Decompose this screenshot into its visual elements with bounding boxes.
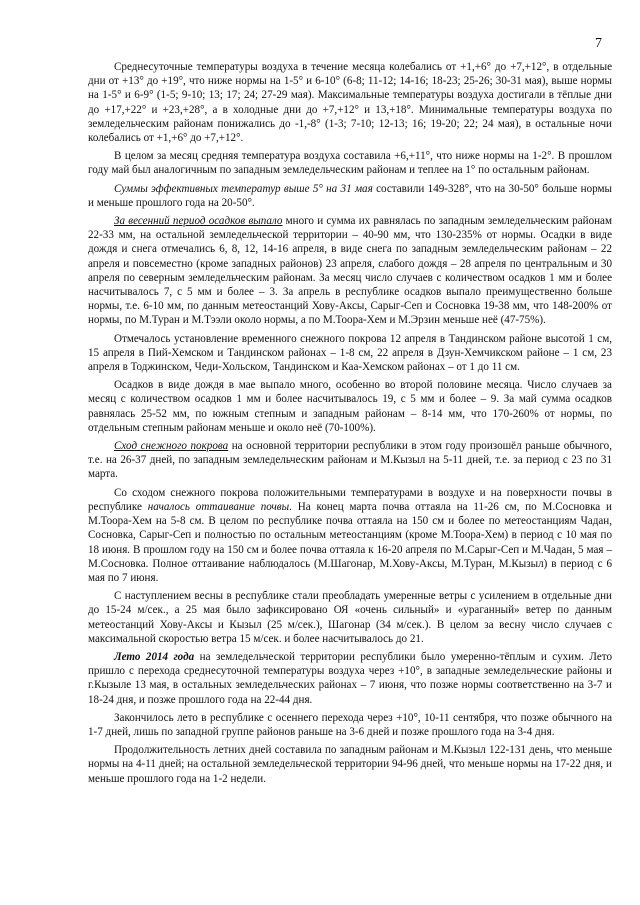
text-run: Отмечалось установление временного снежного покрова 12 апреля в Тандинском районе высотой 1 см, 15 апреля в Пий-Хемском и Тандинском районах – 1-8 см, 22 апреля в Дзун-Хемчикском районе – 1 см, 23 апреля в Тоджинском, Чеди-Хольском, Тандинском и Каа-Хемском районах – от 1 до 11 см. <box>88 332 612 374</box>
text-run: Среднесуточные температуры воздуха в течение месяца колебались от +1,+6° до +7,+12°, в отдельные дни от +13° до +19°, что ниже нормы на 1-5° и 6-10° (6-8; 11-12; 14-16; 18-23; 25-26; 30-31 мая), выше нормы на 1-5° и 6-9° (1-5; 9-10; 13; 17; 24; 27-29 мая). Максимальные температуры воздуха достигали в тёплые дни до +17,+22° и +23,+28°, а в холодные дни до +7,+12° и 13,+18°. Минимальные температуры воздуха по земледельческим районам понижались до -1,-8° (1-3; 7-10; 12-13; 16; 19-20; 22; 24 мая), в остальные ночи колебались от +1,+6° до +7,+12°. <box>88 61 612 145</box>
text-run: на земледельческой территории республики было умеренно-тёплым и сухим. Лето пришло с перехода среднесуточной температуры воздуха через +10°, в западные земледельческие районы и г.Кызыле 13 мая, в остальных земледельческих районах – 7 июня, что позже нормы соответственно на 3-7 и 18-24 дня, и позже прошлого года на 22-44 дня. <box>88 650 613 706</box>
document-body <box>88 60 612 790</box>
emphasized-text: За весенний период осадков выпало <box>114 215 283 228</box>
emphasized-text: Лето 2014 года <box>114 650 195 663</box>
paragraph <box>88 743 612 786</box>
paragraph <box>88 711 612 739</box>
text-run: Продолжительность летних дней составила по западным районам и М.Кызыл 122-131 день, что меньше нормы на 4-11 дней; на остальной земледельческой территории 94-96 дней, что меньше нормы на 17-22 дня, и меньше прошлого года на 1-2 недели. <box>88 744 612 785</box>
paragraph <box>88 60 612 145</box>
text-run: . На конец марта почва оттаяла на 11-26 см, по М.Сосновка и М.Тоора-Хем на 5-8 см. В целом по республике почва оттаяла на 150 см и более по метеостанциям Чадан, Сосновка, Сарыг-Сеп и полностью по остальным метеостанциям (кроме М.Тоора-Хем) в период с 10 мая по 18 июня. В прошлом году на 150 см и более почва оттаяла к 16-20 апреля по М.Сарыг-Сеп и М.Чадан, 5 мая – М.Сосновка. Полное оттаивание наблюдалось (М.Шагонар, М.Хову-Аксы, М.Туран, М.Кызыл) в период с 6 мая по 7 июня. <box>88 500 612 584</box>
text-run: составили 149-328°, что на 30-50° больше нормы и меньше прошлого года на 20-50°. <box>88 182 612 209</box>
paragraph <box>88 332 612 375</box>
paragraph <box>88 650 612 707</box>
text-run: С наступлением весны в республике стали преобладать умеренные ветры с усилением в отдельные дни до 15-24 м/сек., а 25 мая было зафиксировано ОЯ «очень сильный» и «ураганный» ветер по данным метеостанций Хову-Аксы и Кызыл (25 м/сек.), Шагонар (34 м/сек.). В целом за весну число случаев с максимальной скоростью ветра 15 м/сек. и более насчитывалось до 21. <box>88 590 612 645</box>
paragraph <box>88 378 612 435</box>
emphasized-text: Сход снежного покрова <box>114 440 229 453</box>
emphasized-text: началось оттаивание почвы <box>147 500 290 513</box>
paragraph <box>88 589 612 646</box>
text-run: Со сходом снежного покрова положительными температурами в воздухе и на поверхности почвы в республике <box>88 486 612 513</box>
page-number: 7 <box>595 36 602 51</box>
emphasized-text: Суммы эффективных температур выше 5° на 31 мая <box>114 182 373 195</box>
text-run: Закончилось лето в республике с осеннего перехода через +10°, 10-11 сентября, что позже обычного на 1-7 дней, лишь по западной группе районов раньше на 3-6 дней и позже прошлого года на 3-4 дня. <box>88 711 612 738</box>
text-run: на основной территории республики в этом году произошёл раньше обычного, т.е. на 26-37 дней, по западным земледельческим районам и М.Кызыл на 5-11 дней, т.е. за период с 23 по 31 марта. <box>88 440 613 481</box>
paragraph <box>88 439 612 482</box>
paragraph <box>88 149 612 177</box>
text-run: В целом за месяц средняя температура воздуха составила +6,+11°, что ниже нормы на 1-2°. В прошлом году май был аналогичным по западным земледельческим районам и теплее на 1° по остальным районам. <box>88 150 612 177</box>
text-run: много и сумма их равнялась по западным земледельческим районам 22-33 мм, на остальной земледельческой территории – 40-90 мм, что 130-235% от нормы. Осадки в виде дождя и снега отмечались 6, 8, 12, 14-16 апреля, в виде снега по западным земледельческим районам – 22 апреля и повсеместно (кроме западных районов) 23 апреля, слабого дождя – 28 апреля по центральным и 30 апреля по северным земледельческим районам. За месяц число случаев с количеством осадков 1 мм и более насчитывалось 7, с 5 мм и более – 3. За апрель в республике осадков выпало преимущественно больше нормы, т.е. 6-10 мм, по данным метеостанций Хову-Аксы, Сарыг-Сеп и Сосновка 19-38 мм, что 148-200% от нормы, по М.Туран и М.Тээли около нормы, а по М.Тоора-Хем и М.Эрзин меньше неё (47-75%). <box>88 215 612 327</box>
paragraph <box>88 486 612 585</box>
text-run: Осадков в виде дождя в мае выпало много, особенно во второй половине месяца. Число случаев за месяц с количеством осадков 1 мм и более насчитывалось 19, с 5 мм и более – 9. За май сумма осадков равнялась 25-52 мм, по южным степным и западным районам – 8-14 мм, что 170-260% от нормы, по отдельным степным районам меньше и около неё (70-100%). <box>88 379 612 434</box>
paragraph <box>88 214 612 328</box>
paragraph <box>88 182 612 210</box>
